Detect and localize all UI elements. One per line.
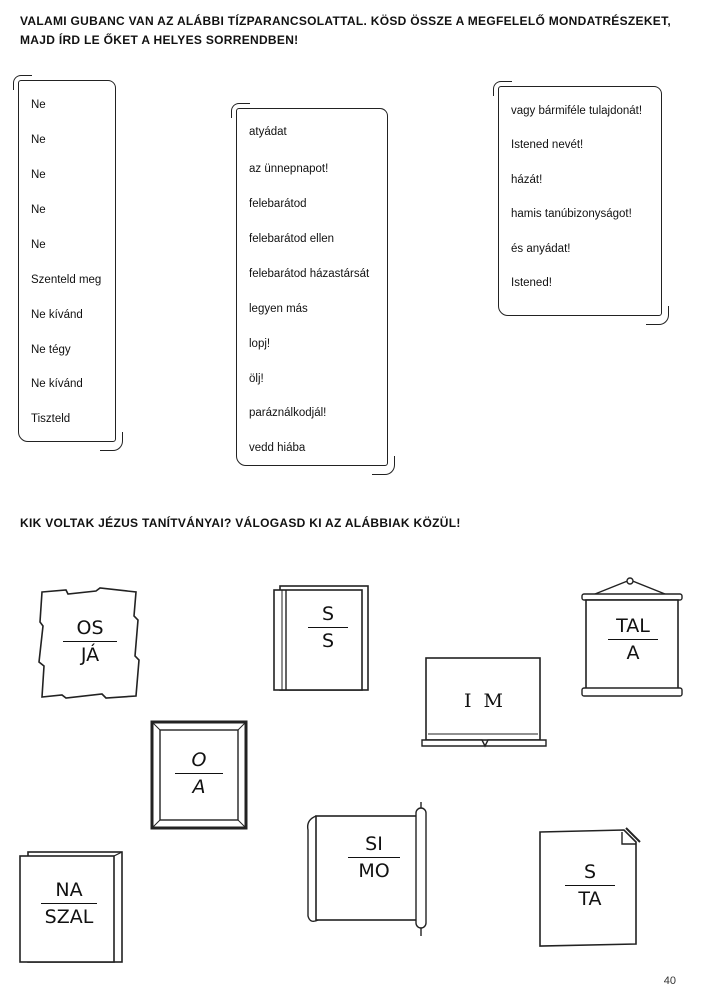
- fraction-line: [175, 773, 223, 774]
- column-1-item[interactable]: Szenteld meg: [31, 274, 102, 286]
- card-7-bottom: MO: [358, 860, 390, 882]
- column-3-item[interactable]: és anyádat!: [511, 243, 571, 255]
- fraction-line: [41, 903, 97, 904]
- column-1-item[interactable]: Ne: [31, 169, 46, 181]
- column-2-item[interactable]: felebarátod ellen: [249, 233, 335, 245]
- card-7-top: SI: [365, 833, 383, 855]
- card-open-book-im[interactable]: [420, 654, 550, 754]
- column-1-item[interactable]: Ne: [31, 204, 46, 216]
- column-3-item[interactable]: vagy bármiféle tulajdonát!: [511, 105, 643, 117]
- column-2-item[interactable]: atyádat: [249, 126, 287, 138]
- column-1-item[interactable]: Ne kívánd: [31, 309, 83, 321]
- column-3-item[interactable]: házát!: [511, 174, 543, 186]
- column-2-item[interactable]: ölj!: [249, 373, 264, 385]
- card-book-naszal[interactable]: [18, 848, 126, 966]
- column-3-item[interactable]: Istened nevét!: [511, 139, 584, 151]
- card-note-sta[interactable]: [536, 826, 648, 950]
- card-8-top: S: [583, 861, 597, 883]
- card-frame-oa[interactable]: [150, 720, 248, 830]
- card-3-top: TAL: [616, 615, 650, 637]
- column-3-item[interactable]: hamis tanúbizonyságot!: [511, 208, 632, 220]
- scroll-column-2: [236, 108, 388, 466]
- card-hanging-board-tala[interactable]: [580, 576, 690, 700]
- column-2-item[interactable]: paráználkodjál!: [249, 407, 327, 419]
- column-2-item[interactable]: vedd hiába: [249, 442, 306, 454]
- card-7-fraction: [308, 832, 440, 883]
- card-2-fraction: [284, 602, 372, 653]
- exercise-2-question: KIK VOLTAK JÉZUS TANÍTVÁNYAI? VÁLOGASD KI AZ ALÁBBIAK KÖZÜL!: [20, 516, 461, 530]
- card-5-fraction: [150, 748, 248, 799]
- fraction-line: [348, 857, 400, 858]
- column-1-item[interactable]: Tiszteld: [31, 413, 71, 425]
- column-1-item[interactable]: Ne kívánd: [31, 378, 83, 390]
- card-8-bottom: TA: [578, 888, 602, 910]
- card-4-text: I M: [464, 690, 506, 712]
- card-6-bottom: SZAL: [44, 906, 94, 928]
- column-1-item[interactable]: Ne: [31, 99, 46, 111]
- exercise-1-instructions: [20, 12, 700, 50]
- card-5-bottom: A: [192, 776, 206, 798]
- page-number: 40: [663, 975, 676, 987]
- card-scroll-simo[interactable]: [300, 800, 440, 940]
- card-book-ss[interactable]: [272, 582, 372, 692]
- column-2-item[interactable]: felebarátod: [249, 198, 307, 210]
- column-2-item[interactable]: felebarátod házastársát: [249, 268, 370, 280]
- card-2-top: S: [321, 603, 335, 625]
- fraction-line: [308, 627, 348, 628]
- card-1-top: OS: [76, 617, 104, 639]
- column-2-item[interactable]: az ünnepnapot!: [249, 163, 329, 175]
- column-2-item[interactable]: lopj!: [249, 338, 271, 350]
- fraction-line: [608, 639, 658, 640]
- column-1-item[interactable]: Ne tégy: [31, 344, 71, 356]
- exercise-1-instructions-line-1: VALAMI GUBANC VAN AZ ALÁBBI TÍZPARANCSOLATTAL. KÖSD ÖSSZE A MEGFELELŐ MONDATRÉSZEKET,: [20, 14, 672, 28]
- card-6-top: NA: [55, 879, 83, 901]
- card-8-fraction: [532, 860, 648, 911]
- card-6-fraction: [12, 878, 126, 929]
- scroll-column-1: [18, 80, 116, 442]
- card-3-bottom: A: [626, 642, 640, 664]
- card-3-fraction: [576, 614, 690, 665]
- fraction-line: [565, 885, 615, 886]
- card-1-fraction: [36, 616, 144, 667]
- card-1-bottom: JÁ: [80, 644, 100, 666]
- scroll-column-3: [498, 86, 662, 316]
- fraction-line: [63, 641, 117, 642]
- column-1-item[interactable]: Ne: [31, 134, 46, 146]
- column-2-item[interactable]: legyen más: [249, 303, 308, 315]
- column-1-item[interactable]: Ne: [31, 239, 46, 251]
- card-paper-osja[interactable]: [36, 586, 144, 704]
- card-5-top: O: [191, 749, 207, 771]
- column-3-item[interactable]: Istened!: [511, 277, 552, 289]
- exercise-1-instructions-line-2: MAJD ÍRD LE ŐKET A HELYES SORRENDBEN!: [20, 33, 299, 47]
- card-2-bottom: S: [321, 630, 335, 652]
